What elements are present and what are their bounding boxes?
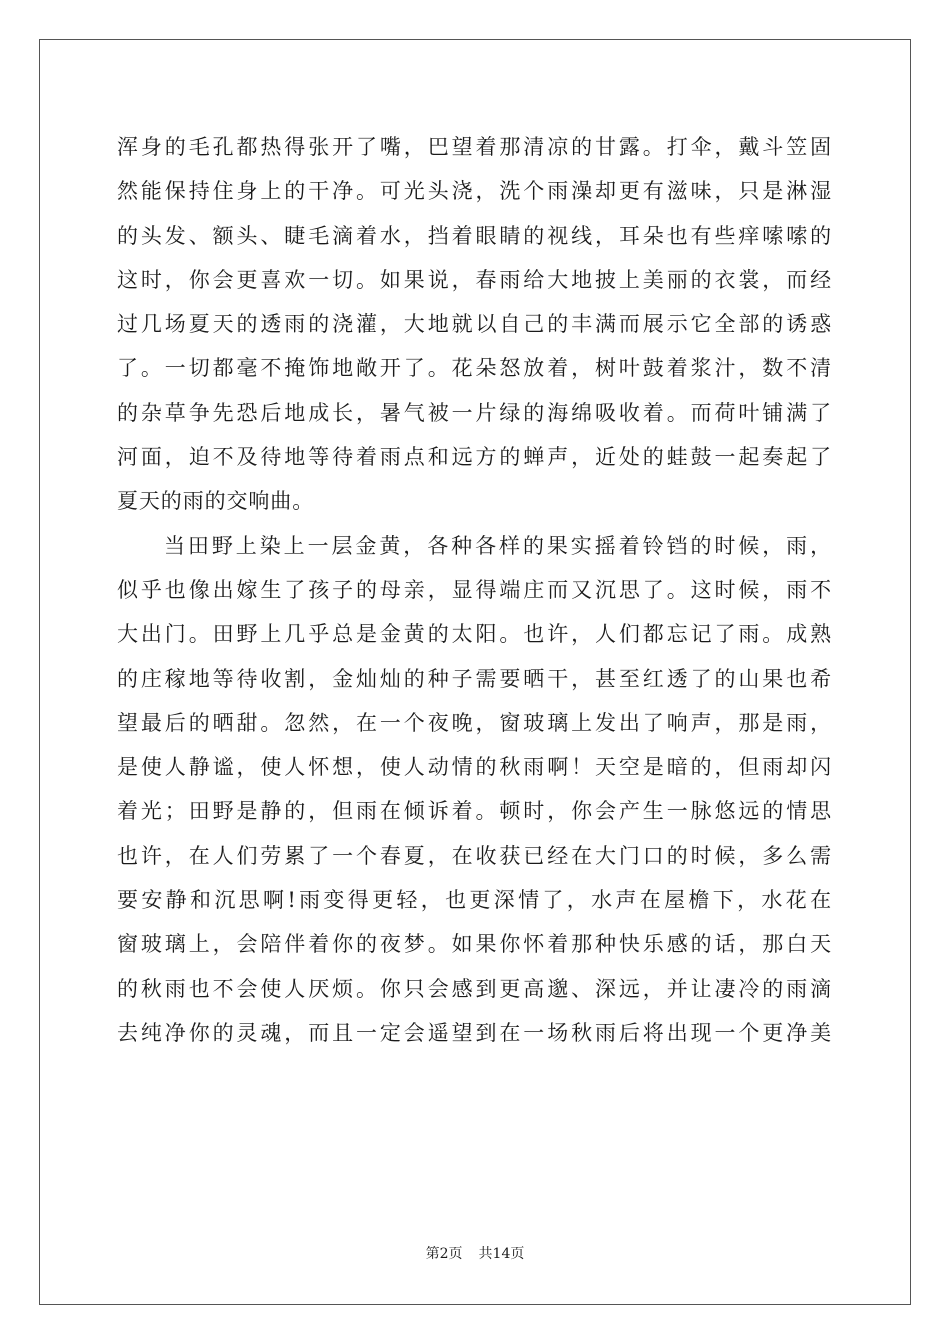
text-line: 要安静和沉思啊!雨变得更轻，也更深情了，水声在屋檐下，水花在 — [117, 888, 832, 913]
text-line: 河面，迫不及待地等待着雨点和远方的蝉声，近处的蛙鼓一起奏起了 — [117, 445, 832, 470]
page-total: 共14页 — [478, 1246, 525, 1262]
text-line: 去纯净你的灵魂，而且一定会遥望到在一场秋雨后将出现一个更净美 — [117, 1020, 832, 1045]
text-line: 过几场夏天的透雨的浇灌，大地就以自己的丰满而展示它全部的诱惑 — [117, 312, 832, 337]
text-line: 这时，你会更喜欢一切。如果说，春雨给大地披上美丽的衣裳，而经 — [117, 267, 832, 292]
text-line: 的杂草争先恐后地成长，暑气被一片绿的海绵吸收着。而荷叶铺满了 — [117, 400, 832, 425]
text-line: 的庄稼地等待收割，金灿灿的种子需要晒干，甚至红透了的山果也希 — [117, 666, 832, 691]
text-line: 的秋雨也不会使人厌烦。你只会感到更高邈、深远，并让凄冷的雨滴 — [117, 976, 832, 1001]
text-line: 然能保持住身上的干净。可光头浇，洗个雨澡却更有滋味，只是淋湿 — [117, 179, 832, 204]
text-line: 似乎也像出嫁生了孩子的母亲，显得端庄而又沉思了。这时候，雨不 — [117, 577, 832, 602]
text-line: 的头发、额头、睫毛滴着水，挡着眼睛的视线，耳朵也有些痒嗦嗦的 — [117, 223, 832, 248]
text-line: 望最后的晒甜。忽然，在一个夜晚，窗玻璃上发出了响声，那是雨， — [117, 710, 832, 735]
text-line: 夏天的雨的交响曲。 — [117, 489, 315, 514]
text-line: 是使人静谧，使人怀想，使人动情的秋雨啊！天空是暗的，但雨却闪 — [117, 755, 832, 780]
text-line: 了。一切都毫不掩饰地敞开了。花朵怒放着，树叶鼓着浆汁，数不清 — [117, 356, 832, 381]
page-footer — [0, 1243, 950, 1263]
page-number: 第2页 — [425, 1246, 463, 1262]
text-line: 窗玻璃上，会陪伴着你的夜梦。如果你怀着那种快乐感的话，那白天 — [117, 932, 832, 957]
text-line: 大出门。田野上几乎总是金黄的太阳。也许，人们都忘记了雨。成熟 — [117, 622, 832, 647]
text-line: 着光；田野是静的，但雨在倾诉着。顿时，你会产生一脉悠远的情思 — [117, 799, 832, 824]
paragraph-2 — [117, 524, 832, 1056]
text-line: 也许，在人们劳累了一个春夏，在收获已经在大门口的时候，多么需 — [117, 843, 832, 868]
text-line: 当田野上染上一层金黄，各种各样的果实摇着铃铛的时候，雨， — [164, 533, 832, 558]
paragraph-1 — [117, 125, 832, 524]
text-line: 浑身的毛孔都热得张开了嘴，巴望着那清凉的甘露。打伞，戴斗笠固 — [117, 135, 832, 159]
document-body — [117, 125, 832, 1055]
